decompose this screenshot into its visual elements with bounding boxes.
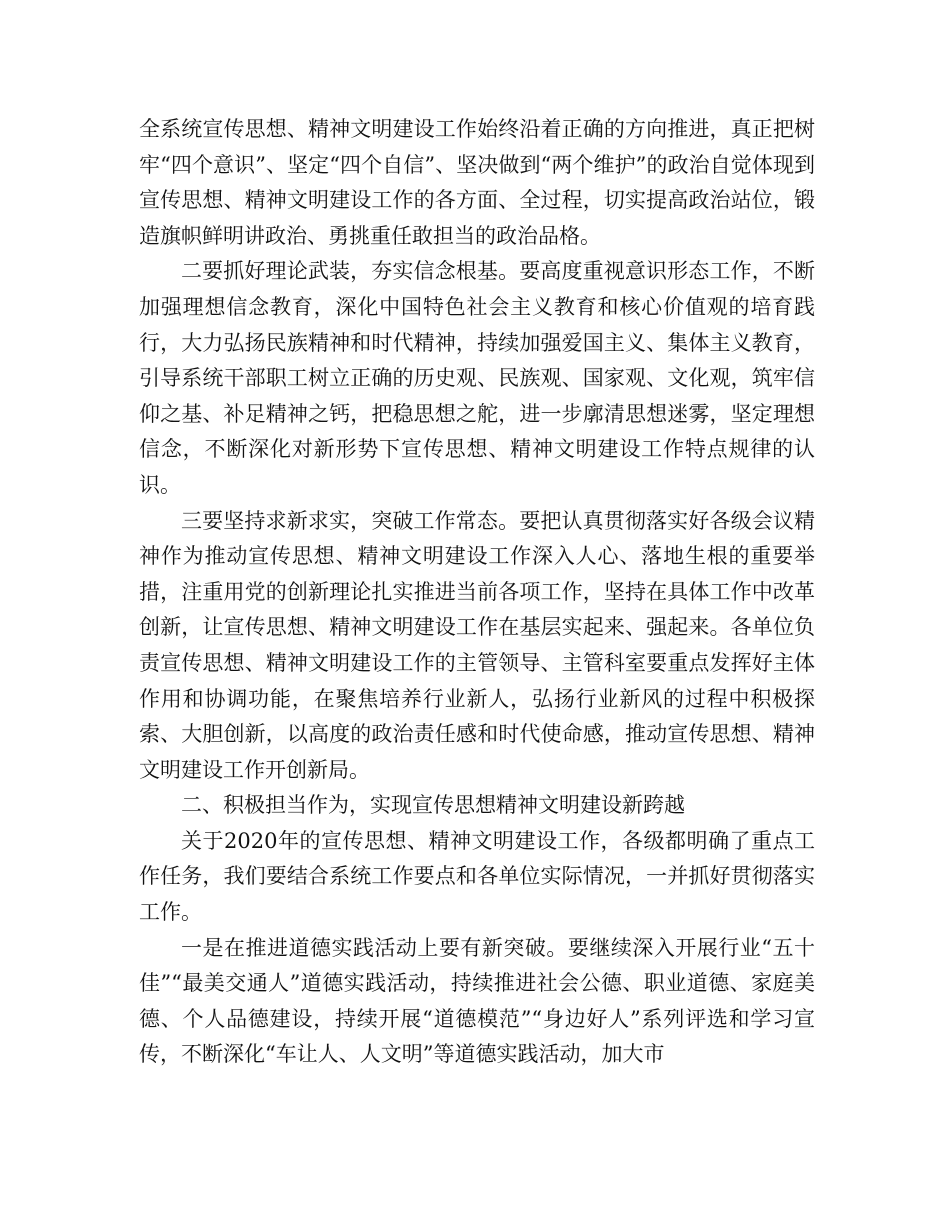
paragraph-theory-armament: 二要抓好理论武装，夯实信念根基。要高度重视意识形态工作，不断加强理想信念教育，深化中国特色社会主义教育和核心价值观的培育践行，大力弘扬民族精神和时代精神，持续加强爱国主义、集体主义教育，引导系统干部职工树立正确的历史观、民族观、国家观、文化观，筑牢信仰之基、补足精神之钙，把稳思想之舵，进一步廓清思想迷雾，坚定理想信念，不断深化对新形势下宣传思想、精神文明建设工作特点规律的认识。 — [139, 259, 815, 497]
document-body — [139, 112, 815, 1073]
section-heading: 二、积极担当作为，实现宣传思想精神文明建设新跨越 — [181, 793, 685, 818]
paragraph-continuation: 全系统宣传思想、精神文明建设工作始终沿着正确的方向推进，真正把树牢“四个意识”、坚定“四个自信”、坚决做到“两个维护”的政治自觉体现到宣传思想、精神文明建设工作的各方面、全过程，切实提高政治站位，锻造旗帜鲜明讲政治、勇挑重任敢担当的政治品格。 — [139, 117, 815, 248]
paragraph-innovation: 三要坚持求新求实，突破工作常态。要把认真贯彻落实好各级会议精神作为推动宣传思想、精神文明建设工作深入人心、落地生根的重要举措，注重用党的创新理论扎实推进当前各项工作，坚持在具体工作中改革创新，让宣传思想、精神文明建设工作在基层实起来、强起来。各单位负责宣传思想、精神文明建设工作的主管领导、主管科室要重点发挥好主体作用和协调功能，在聚焦培养行业新人，弘扬行业新风的过程中积极探索、大胆创新，以高度的政治责任感和时代使命感，推动宣传思想、精神文明建设工作开创新局。 — [139, 508, 815, 782]
paragraph-2020-tasks: 关于2020年的宣传思想、精神文明建设工作，各级都明确了重点工作任务，我们要结合系统工作要点和各单位实际情况，一并抓好贯彻落实工作。 — [139, 828, 815, 925]
paragraph-moral-practice: 一是在推进道德实践活动上要有新突破。要继续深入开展行业“五十佳”“最美交通人”道德实践活动，持续推进社会公德、职业道德、家庭美德、个人品德建设，持续开展“道德模范”“身边好人”系列评选和学习宣传，不断深化“车让人、人文明”等道德实践活动，加大市 — [139, 935, 815, 1067]
